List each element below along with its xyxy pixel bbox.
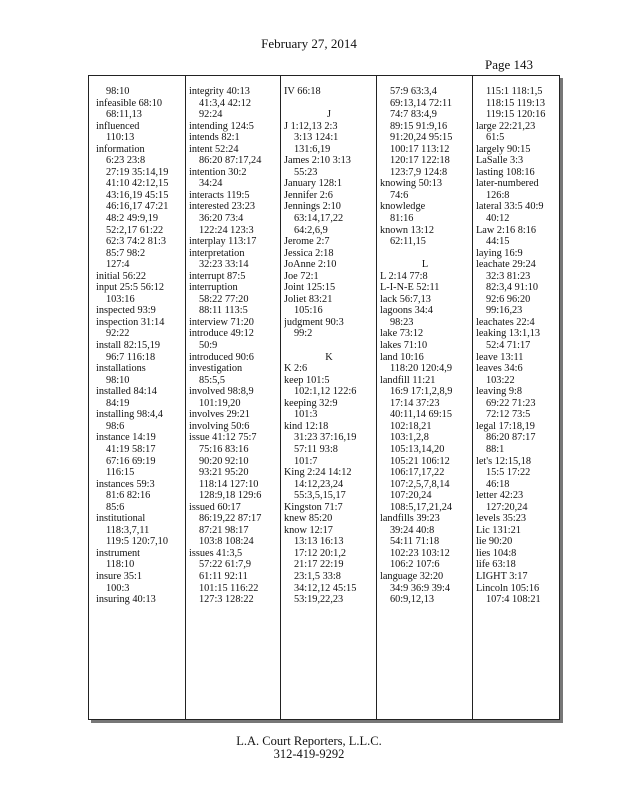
index-entry: Joint 125:15 (284, 282, 336, 294)
index-entry: letter 42:23 (476, 490, 524, 502)
index-entry: involving 50:6 (189, 420, 250, 432)
letter-heading: K (325, 351, 333, 363)
index-continuation: 55:3,5,15,17 (294, 490, 346, 502)
index-continuation: 100:17 113:12 (390, 143, 450, 155)
index-continuation: 39:24 40:8 (390, 524, 435, 536)
index-entry: James 2:10 3:13 (284, 155, 351, 167)
index-entry: infeasible 68:10 (96, 97, 163, 109)
index-continuation: 57:22 61:7,9 (199, 559, 252, 571)
index-continuation: 107:4 108:21 (486, 594, 541, 606)
index-continuation: 82:3,4 91:10 (486, 282, 539, 294)
index-entry: insure 35:1 (96, 570, 143, 582)
index-entry: initial 56:22 (96, 270, 147, 282)
index-continuation: 92:24 (199, 109, 223, 121)
index-entry: integrity 40:13 (189, 86, 250, 97)
index-column-1 (96, 86, 184, 606)
index-continuation: 105:13,14,20 (390, 443, 445, 455)
index-entry: influenced (96, 120, 140, 132)
index-continuation: 61:11 92:11 (199, 570, 248, 582)
index-entry: life 63:18 (476, 559, 516, 571)
index-entry: introduce 49:12 (189, 328, 254, 340)
index-continuation: 41:3,4 42:12 (199, 97, 252, 109)
index-entry: legal 17:18,19 (476, 420, 535, 432)
index-entry: leachates 22:4 (476, 316, 535, 328)
index-column-4 (380, 86, 470, 606)
index-entry: land 10:16 (380, 351, 424, 363)
index-continuation: 36:20 73:4 (199, 213, 244, 225)
index-continuation: 32:3 81:23 (486, 270, 531, 282)
footer-company: L.A. Court Reporters, L.L.C. (236, 734, 382, 748)
index-continuation: 14:12,23,24 (294, 478, 344, 490)
index-entry: install 82:15,19 (96, 340, 161, 352)
index-entry: JoAnne 2:10 (284, 259, 337, 271)
index-continuation: 98:10 (106, 374, 130, 386)
index-continuation: 128:9,18 129:6 (199, 490, 262, 502)
index-continuation: 34:9 36:9 39:4 (390, 582, 451, 594)
index-entry: input 25:5 56:12 (96, 282, 165, 294)
index-entry: Joe 72:1 (284, 270, 319, 282)
column-divider (280, 76, 281, 719)
index-continuation: 110:13 (106, 132, 135, 144)
index-entry: instance 14:19 (96, 432, 156, 444)
index-continuation: 64:2,6,9 (294, 224, 328, 236)
index-continuation: 107:2,5,7,8,14 (390, 478, 450, 490)
index-continuation: 98:10 (106, 86, 130, 97)
index-continuation: 40:11,14 69:15 (390, 409, 452, 421)
index-continuation: 123:7,9 124:8 (390, 166, 448, 178)
index-continuation: 3:13 124:1 (294, 132, 339, 144)
index-continuation: 31:23 37:16,19 (294, 432, 357, 444)
index-continuation: 89:15 91:9,16 (390, 120, 448, 132)
index-continuation: 46:16,17 47:21 (106, 201, 169, 213)
index-entry: issues 41:3,5 (189, 547, 243, 559)
index-continuation: 86:20 87:17,24 (199, 155, 262, 167)
index-continuation: 92:22 (106, 328, 130, 340)
index-continuation: 106:2 107:6 (390, 559, 440, 571)
index-continuation: 103:16 (106, 293, 135, 305)
index-continuation: 126:8 (486, 189, 510, 201)
index-entry: interview 71:20 (189, 316, 254, 328)
index-column-2 (189, 86, 279, 606)
index-entry: information (96, 143, 145, 155)
index-column-3 (284, 86, 374, 606)
index-entry: intending 124:5 (189, 120, 254, 132)
index-entry: Lincoln 105:16 (476, 582, 540, 594)
index-entry: Jennifer 2:6 (284, 189, 333, 201)
index-continuation: 122:24 123:3 (199, 224, 254, 236)
index-continuation: 69:22 71:23 (486, 397, 536, 409)
index-continuation: 98:6 (106, 420, 125, 432)
letter-heading: L (421, 259, 429, 271)
index-entry: L-I-N-E 52:11 (380, 282, 440, 294)
index-continuation: 50:9 (199, 340, 218, 352)
index-entry: institutional (96, 513, 146, 525)
index-entry: Lic 131:21 (476, 524, 521, 536)
index-continuation: 103:1,2,8 (390, 432, 429, 444)
index-continuation: 41:19 58:17 (106, 443, 156, 455)
index-entry: large 22:21,23 (476, 120, 536, 132)
index-entry: Jessica 2:18 (284, 247, 334, 259)
index-continuation: 69:13,14 72:11 (390, 97, 452, 109)
index-continuation: 118:10 (106, 559, 135, 571)
index-continuation: 40:12 (486, 213, 510, 225)
index-continuation: 81:16 (390, 213, 414, 225)
index-continuation: 86:19,22 87:17 (199, 513, 262, 525)
index-continuation: 16:9 17:1,2,8,9 (390, 386, 453, 398)
index-continuation: 127:4 (106, 259, 130, 271)
index-continuation: 88:11 113:5 (199, 305, 248, 317)
index-entry: kind 12:18 (284, 420, 329, 432)
index-entry: lake 73:12 (380, 328, 424, 340)
index-continuation: 115:1 118:1,5 (486, 86, 543, 97)
index-continuation: 34:24 (199, 178, 223, 190)
index-entry: let's 12:15,18 (476, 455, 532, 467)
index-continuation: 102:18,21 (390, 420, 432, 432)
index-column-5 (476, 86, 558, 606)
index-continuation: 34:12,12 45:15 (294, 582, 357, 594)
index-continuation: 17:12 20:1,2 (294, 547, 347, 559)
index-continuation: 41:10 42:12,15 (106, 178, 169, 190)
index-continuation: 99:2 (294, 328, 313, 340)
index-continuation: 44:15 (486, 236, 510, 248)
index-entry: know 12:17 (284, 524, 333, 536)
index-continuation: 105:21 106:12 (390, 455, 450, 467)
index-continuation: 127:20,24 (486, 501, 528, 513)
index-continuation: 102:1,12 122:6 (294, 386, 357, 398)
blank-line (284, 98, 374, 110)
index-continuation: 57:11 93:8 (294, 443, 338, 455)
index-continuation: 48:2 49:9,19 (106, 213, 159, 225)
index-entry: keeping 32:9 (284, 397, 338, 409)
index-entry: lie 90:20 (476, 536, 513, 548)
index-continuation: 62:11,15 (390, 236, 426, 248)
index-entry: instances 59:3 (96, 478, 155, 490)
index-continuation: 58:22 77:20 (199, 293, 249, 305)
index-continuation: 85:5,5 (199, 374, 226, 386)
index-entry: investigation (189, 363, 243, 375)
column-divider (185, 76, 186, 719)
index-entry: interruption (189, 282, 238, 294)
index-entry: involved 98:8,9 (189, 386, 254, 398)
index-continuation: 67:16 69:19 (106, 455, 156, 467)
index-entry: issued 60:17 (189, 501, 241, 513)
index-continuation: 15:5 17:22 (486, 467, 531, 479)
index-entry: leaking 13:1,13 (476, 328, 541, 340)
index-continuation: 17:14 37:23 (390, 397, 440, 409)
index-continuation: 98:23 (390, 316, 414, 328)
index-entry: interplay 113:17 (189, 236, 257, 248)
blank-line (284, 340, 374, 352)
index-entry: lasting 108:16 (476, 166, 535, 178)
column-divider (472, 76, 473, 719)
index-continuation: 99:16,23 (486, 305, 523, 317)
page-number: Page 143 (485, 57, 534, 72)
index-entry: lateral 33:5 40:9 (476, 201, 544, 213)
index-continuation: 46:18 (486, 478, 510, 490)
index-entry: keep 101:5 (284, 374, 330, 386)
index-continuation: 88:1 (486, 443, 505, 455)
index-entry: issue 41:12 75:7 (189, 432, 257, 444)
index-continuation: 118:15 119:13 (486, 97, 546, 109)
index-entry: interpretation (189, 247, 245, 259)
index-continuation: 108:5,17,21,24 (390, 501, 453, 513)
index-continuation: 103:22 (486, 374, 515, 386)
index-entry: Jerome 2:7 (284, 236, 330, 248)
index-continuation: 74:7 83:4,9 (390, 109, 437, 121)
index-continuation: 119:5 120:7,10 (106, 536, 168, 548)
index-continuation: 61:5 (486, 132, 505, 144)
index-continuation: 127:3 128:22 (199, 594, 254, 606)
index-entry: knowing 50:13 (380, 178, 443, 190)
index-continuation: 119:15 120:16 (486, 109, 546, 121)
index-continuation: 118:3,7,11 (106, 524, 150, 536)
index-continuation: 116:15 (106, 467, 135, 479)
index-entry: January 128:1 (284, 178, 343, 190)
index-entry: intention 30:2 (189, 166, 247, 178)
index-continuation: 120:17 122:18 (390, 155, 450, 167)
index-continuation: 27:19 35:14,19 (106, 166, 169, 178)
index-continuation: 101:19,20 (199, 397, 241, 409)
index-entry: leachate 29:24 (476, 259, 536, 271)
index-entry: largely 90:15 (476, 143, 531, 155)
index-continuation: 84:19 (106, 397, 130, 409)
index-entry: later-numbered (476, 178, 539, 190)
index-continuation: 62:3 74:2 81:3 (106, 236, 167, 248)
index-continuation: 101:7 (294, 455, 318, 467)
index-continuation: 43:16,19 45:15 (106, 189, 169, 201)
index-entry: language 32:20 (380, 570, 444, 582)
index-entry: inspected 93:9 (96, 305, 156, 317)
index-entry: J 1:12,13 2:3 (284, 120, 338, 132)
index-continuation: 92:6 96:20 (486, 293, 531, 305)
index-entry: installing 98:4,4 (96, 409, 163, 421)
index-continuation: 106:17,17,22 (390, 467, 445, 479)
index-entry: leave 13:11 (476, 351, 524, 363)
index-entry: K 2:6 (284, 363, 308, 375)
footer-phone: 312-419-9292 (273, 747, 345, 761)
index-entry: knew 85:20 (284, 513, 333, 525)
index-continuation: 74:6 (390, 189, 409, 201)
index-continuation: 72:12 73:5 (486, 409, 531, 421)
index-continuation: 85:7 98:2 (106, 247, 146, 259)
index-continuation: 103:8 108:24 (199, 536, 254, 548)
index-continuation: 87:21 98:17 (199, 524, 249, 536)
index-continuation: 55:23 (294, 166, 318, 178)
index-continuation: 107:20,24 (390, 490, 432, 502)
index-continuation: 52:2,17 61:22 (106, 224, 164, 236)
index-continuation: 6:23 23:8 (106, 155, 146, 167)
index-continuation: 105:16 (294, 305, 323, 317)
index-entry: LaSalle 3:3 (476, 155, 524, 167)
index-entry: knowledge (380, 201, 426, 213)
index-entry: Joliet 83:21 (284, 293, 333, 305)
index-entry: involves 29:21 (189, 409, 250, 421)
index-entry: leaving 9:8 (476, 386, 523, 398)
index-entry: lakes 71:10 (380, 340, 428, 352)
index-continuation: 91:20,24 95:15 (390, 132, 453, 144)
index-entry: Kingston 71:7 (284, 501, 343, 513)
index-entry: levels 35:23 (476, 513, 527, 525)
index-continuation: 32:23 33:14 (199, 259, 249, 271)
index-continuation: 54:11 71:18 (390, 536, 440, 548)
index-continuation: 57:9 63:3,4 (390, 86, 437, 97)
index-entry: interacts 119:5 (189, 189, 250, 201)
index-entry: inspection 31:14 (96, 316, 165, 328)
index-continuation: 101:15 116:22 (199, 582, 259, 594)
index-continuation: 102:23 103:12 (390, 547, 450, 559)
index-entry: lagoons 34:4 (380, 305, 433, 317)
index-entry: landfills 39:23 (380, 513, 440, 525)
index-entry: IV 66:18 (284, 86, 321, 97)
index-continuation: 52:4 71:17 (486, 340, 531, 352)
index-entry: insuring 40:13 (96, 594, 156, 606)
index-entry: lies 104:8 (476, 547, 517, 559)
index-entry: landfill 11:21 (380, 374, 436, 386)
index-continuation: 118:20 120:4,9 (390, 363, 452, 375)
index-entry: intends 82:1 (189, 132, 240, 144)
index-continuation: 100:3 (106, 582, 130, 594)
index-entry: instrument (96, 547, 141, 559)
index-entry: intent 52:24 (189, 143, 239, 155)
index-continuation: 85:6 (106, 501, 125, 513)
index-entry: known 13:12 (380, 224, 435, 236)
index-continuation: 68:11,13 (106, 109, 142, 121)
index-entry: interested 23:23 (189, 201, 256, 213)
index-entry: interrupt 87:5 (189, 270, 246, 282)
index-continuation: 96:7 116:18 (106, 351, 156, 363)
index-continuation: 118:14 127:10 (199, 478, 259, 490)
header-date: February 27, 2014 (261, 36, 357, 51)
index-continuation: 63:14,17,22 (294, 213, 344, 225)
index-continuation: 131:6,19 (294, 143, 331, 155)
index-entry: King 2:24 14:12 (284, 467, 352, 479)
index-continuation: 101:3 (294, 409, 318, 421)
index-entry: Jennings 2:10 (284, 201, 341, 213)
index-continuation: 21:17 22:19 (294, 559, 344, 571)
index-frame (88, 75, 560, 720)
index-entry: installations (96, 363, 146, 375)
index-entry: installed 84:14 (96, 386, 157, 398)
index-continuation: 53:19,22,23 (294, 594, 344, 606)
letter-heading: J (326, 109, 331, 121)
index-entry: Law 2:16 8:16 (476, 224, 537, 236)
index-entry: leaves 34:6 (476, 363, 523, 375)
column-divider (376, 76, 377, 719)
index-continuation: 86:20 87:17 (486, 432, 536, 444)
index-continuation: 13:13 16:13 (294, 536, 344, 548)
index-entry: lack 56:7,13 (380, 293, 431, 305)
index-entry: LIGHT 3:17 (476, 570, 528, 582)
index-entry: laying 16:9 (476, 247, 523, 259)
index-entry: judgment 90:3 (284, 316, 344, 328)
index-continuation: 81:6 82:16 (106, 490, 151, 502)
blank-line (380, 248, 470, 260)
index-continuation: 75:16 83:16 (199, 443, 249, 455)
index-entry: L 2:14 77:8 (380, 270, 428, 282)
index-continuation: 23:1,5 33:8 (294, 570, 341, 582)
index-continuation: 93:21 95:20 (199, 467, 249, 479)
index-entry: introduced 90:6 (189, 351, 254, 363)
index-continuation: 90:20 92:10 (199, 455, 249, 467)
index-continuation: 60:9,12,13 (390, 594, 435, 606)
